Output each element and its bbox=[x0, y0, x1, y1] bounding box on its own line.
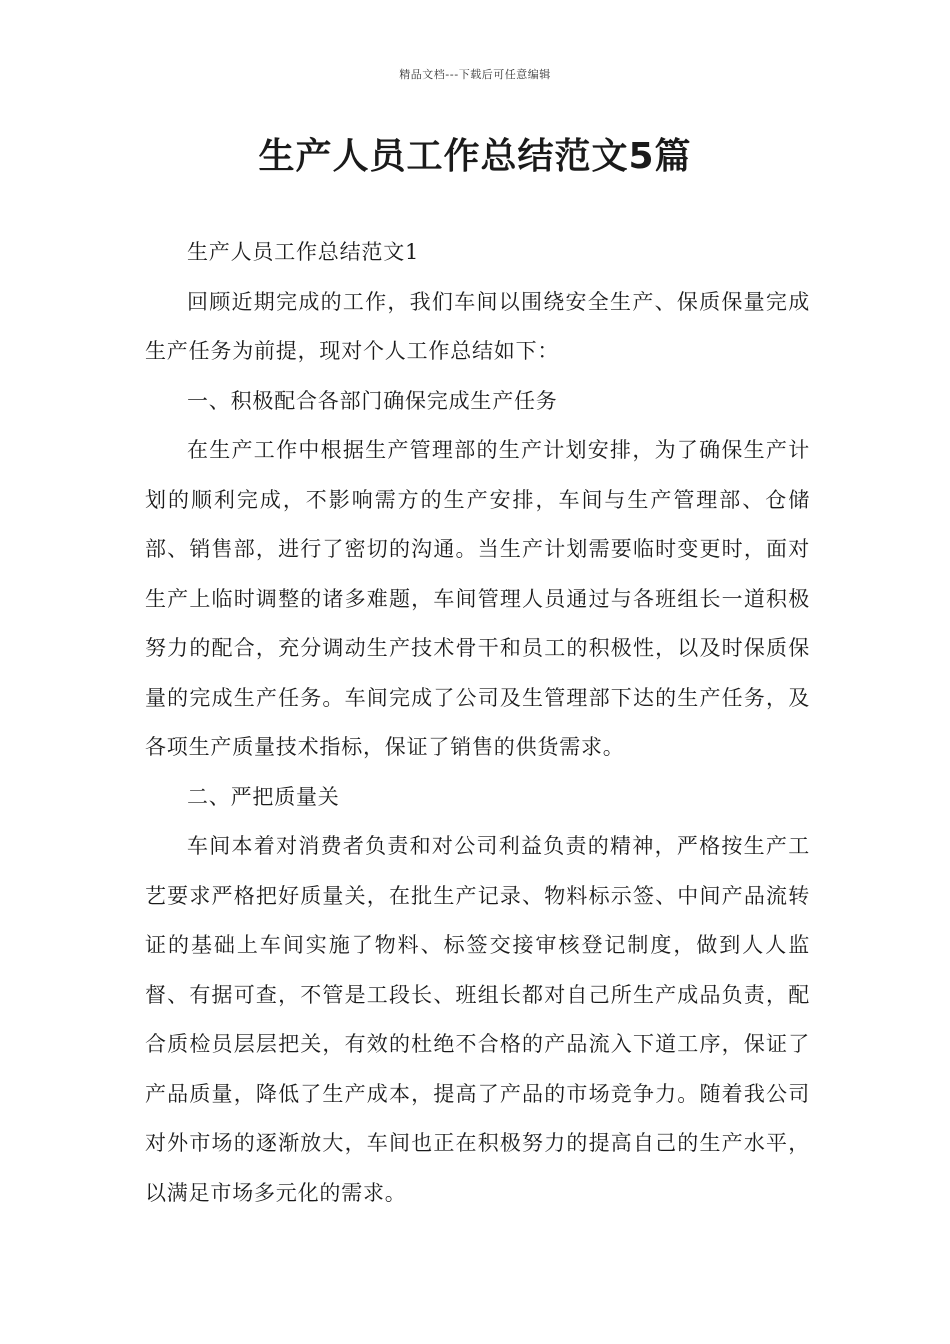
section-heading: 一、积极配合各部门确保完成生产任务 bbox=[187, 388, 558, 413]
section-heading: 生产人员工作总结范文1 bbox=[187, 240, 420, 264]
section-heading: 二、严把质量关 bbox=[187, 784, 340, 809]
header-note: 精品文档---下载后可任意编辑 bbox=[399, 68, 551, 81]
body-paragraph: 回顾近期完成的工作，我们车间以围绕安全生产、保质保量完成生产任务为前提，现对个人工作总结如下： bbox=[145, 289, 810, 363]
body-paragraph: 在生产工作中根据生产管理部的生产计划安排，为了确保生产计划的顺利完成，不影响需方的生产安排，车间与生产管理部、仓储部、销售部，进行了密切的沟通。当生产计划需要临时变更时，面对生产上临时调整的诸多难题，车间管理人员通过与各班组长一道积极努力的配合，充分调动生产技术骨干和员工的积极性，以及时保质保量的完成生产任务。车间完成了公司及生管理部下达的生产任务，及各项生产质量技术指标，保证了销售的供货需求。 bbox=[145, 438, 810, 759]
document-title: 生产人员工作总结范文5篇 bbox=[258, 136, 692, 177]
document-body bbox=[145, 228, 810, 1218]
body-paragraph: 车间本着对消费者负责和对公司利益负责的精神，严格按生产工艺要求严格把好质量关，在批生产记录、物料标示签、中间产品流转证的基础上车间实施了物料、标签交接审核登记制度，做到人人监督、有据可查，不管是工段长、班组长都对自己所生产成品负责，配合质检员层层把关，有效的杜绝不合格的产品流入下道工序，保证了产品质量，降低了生产成本，提高了产品的市场竞争力。随着我公司对外市场的逐渐放大，车间也正在积极努力的提高自己的生产水平，以满足市场多元化的需求。 bbox=[145, 834, 810, 1205]
